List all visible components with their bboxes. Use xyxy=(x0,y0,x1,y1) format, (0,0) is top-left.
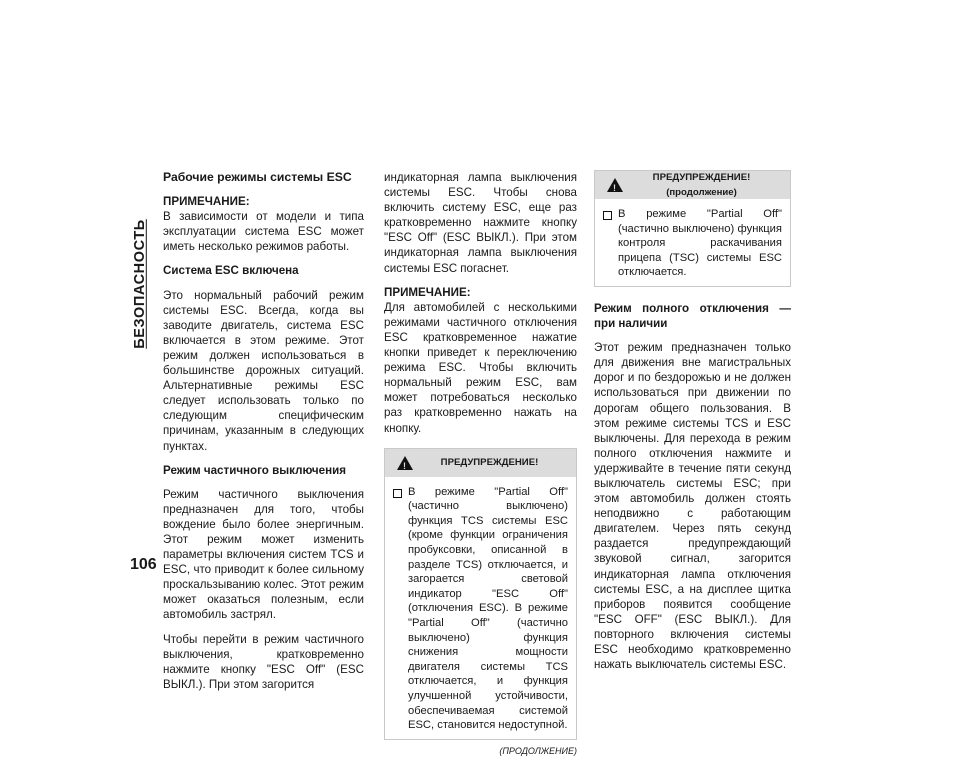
bullet-square-icon xyxy=(603,211,612,220)
subheading-esc-on: Система ESC включена xyxy=(163,264,299,278)
warning-header xyxy=(385,449,576,477)
subheading-full-off: Режим полного отключения — при наличии xyxy=(594,301,791,331)
warning-title: ПРЕДУПРЕЖДЕНИЕ! xyxy=(440,457,539,469)
paragraph-full-off: Этот режим предназначен только для движения вне магистральных дорог и по бездорожью и не должен использоваться при движении по дорогам общего пользования. В этом режиме системы TCS и ESC выключены. Для перехода в режим полного отключения нажмите и удерживайте в течение пяти секунд выключатель системы ESC; при этом автомобиль должен стоять неподвижно с работающим двигателем. Через пять секунд раздается предупреждающий звуковой сигнал, загорится индикаторная лампа отключения системы ESC, а на дисплее щитка приборов появится сообщение "ESC OFF" (ESC ВЫКЛ.). Для повторного включения системы ESC необходимо кратковременно нажать выключатель системы ESC. xyxy=(594,341,791,672)
warning-box-continued xyxy=(594,170,791,287)
continued-label: (ПРОДОЛЖЕНИЕ) xyxy=(499,745,577,756)
bullet-square-icon xyxy=(393,489,402,498)
column-3 xyxy=(594,170,791,681)
warning-header xyxy=(595,171,790,199)
paragraph-esc-on: Это нормальный рабочий режим системы ESC. Всегда, когда вы заводите двигатель, система ESC включается в этом режиме. Этот режим должен использоваться в большинстве дорожных ситуаций. Альтернативные режимы ESC следует использовать только по следующим специфическим причинам, указанным в следующих пунктах. xyxy=(163,288,364,453)
warning-box xyxy=(384,448,577,740)
paragraph-switch: Чтобы перейти в режим частичного выключения, кратковременно нажмите кнопку "ESC Off" (ESC ВЫКЛ.). При этом загорится xyxy=(163,632,364,691)
section-title: БЕЗОПАСНОСТЬ xyxy=(132,219,149,349)
note-label: ПРИМЕЧАНИЕ: xyxy=(384,285,471,299)
subheading-partial-off: Режим частичного выключения xyxy=(163,463,346,477)
warning-triangle-icon xyxy=(397,456,413,470)
note-text: Для автомобилей с несколькими режимами частичного отключения ESC кратковременное нажатие кнопки приведет к переключению режима ESC. Чтобы включить нормальный режим ESC, вам может потребоваться несколько раз кратковременно нажать на кнопку. xyxy=(384,300,577,435)
section-side-tab xyxy=(128,170,152,398)
warning-body xyxy=(385,477,576,739)
warning-body xyxy=(595,199,790,286)
paragraph-continued: индикаторная лампа выключения системы ESC. Чтобы снова включить систему ESC, еще раз кратковременно нажмите кнопку "ESC Off" (ESC ВЫКЛ.). При этом индикаторная лампа выключения системы ESC погаснет. xyxy=(384,171,577,275)
section-heading: Рабочие режимы системы ESC xyxy=(163,170,352,184)
warning-text: В режиме "Partial Off" (частично выключено) функция TCS системы ESC (кроме функции ограничения пробуксовки, описанной в разделе TCS) отключается, и загорается световой индикатор "ESC Off" (отключения ESC). В режиме "Partial Off" (частично выключено) функция снижения мощности двигателя системы TCS отключается, и функция улучшенной устойчивости, обеспечиваемая системой ESC, становится недоступной. xyxy=(408,485,568,732)
warning-triangle-icon xyxy=(607,178,623,192)
column-1 xyxy=(163,170,364,701)
note-label: ПРИМЕЧАНИЕ: xyxy=(163,195,250,209)
page-number: 106 xyxy=(130,556,157,573)
note-text: В зависимости от модели и типа эксплуатации система ESC может иметь несколько режимов работы. xyxy=(163,210,364,254)
warning-title: ПРЕДУПРЕЖДЕНИЕ! (продолжение) xyxy=(652,171,751,198)
paragraph-partial-off: Режим частичного выключения предназначен для того, чтобы вождение было более энергичным. Этот режим может изменить параметры включения систем TCS и ESC, что приводит к более сильному проскальзыванию колес. Этот режим может оказаться полезным, если автомобиль застрял. xyxy=(163,487,364,622)
column-2 xyxy=(384,170,577,759)
warning-text: В режиме "Partial Off" (частично выключено) функция контроля раскачивания прицепа (TSC) системы ESC отключается. xyxy=(618,208,782,279)
